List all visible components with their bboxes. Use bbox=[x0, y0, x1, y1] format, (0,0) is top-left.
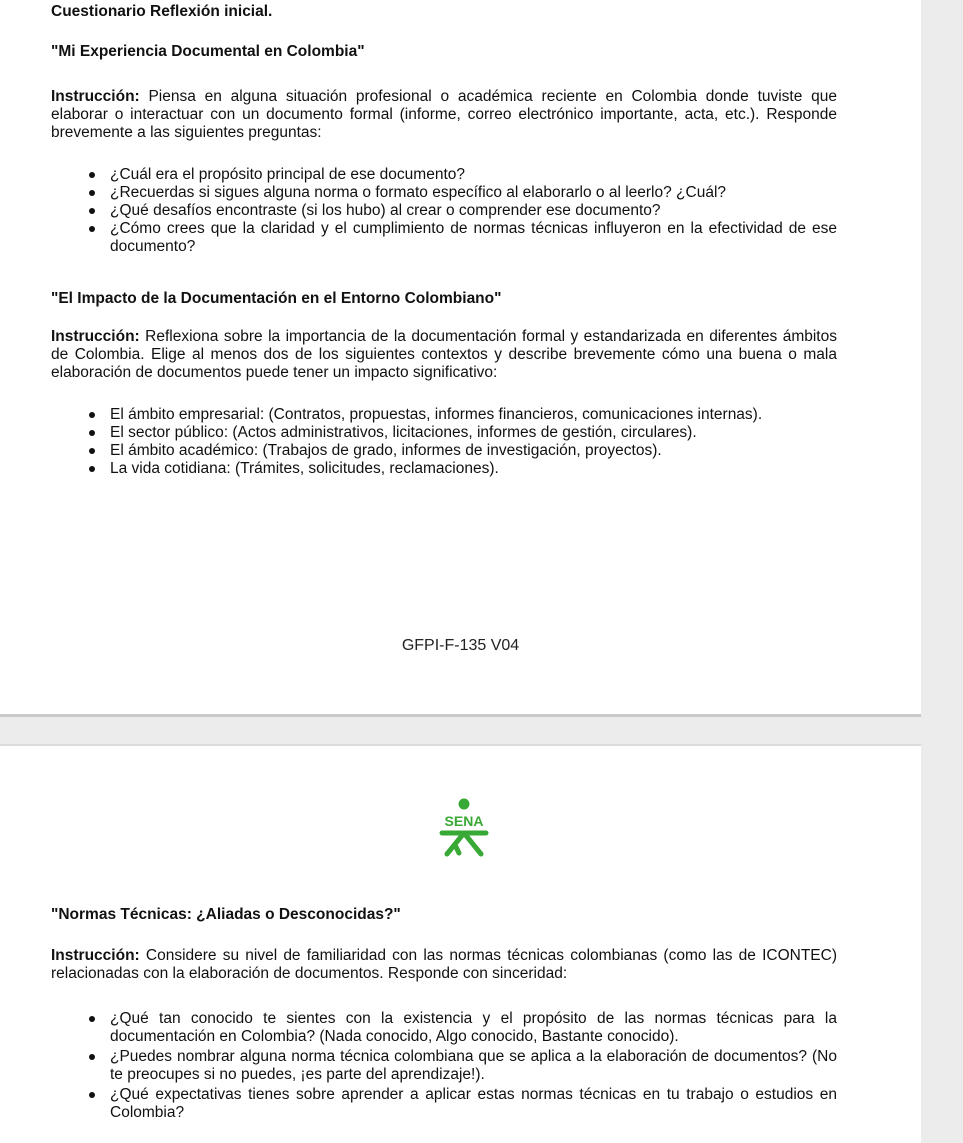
instruction-text: Considere su nivel de familiaridad con las normas técnicas colombianas (como las de ICONTEC) relacionadas con la elaboración de documentos. Responde con sinceridad: bbox=[51, 947, 837, 982]
section-2-title: "El Impacto de la Documentación en el Entorno Colombiano" bbox=[51, 290, 502, 307]
viewer-background bbox=[921, 0, 963, 1143]
sena-logo-figure bbox=[442, 833, 486, 854]
list-item: ¿Cómo crees que la claridad y el cumplimiento de normas técnicas influyeron en la efectividad de ese documento? bbox=[51, 220, 837, 256]
section-1-question-list bbox=[51, 166, 837, 256]
instruction-text: Reflexiona sobre la importancia de la documentación formal y estandarizada en diferentes ámbitos de Colombia. Elige al menos dos de los siguientes contextos y describe brevemente cómo una buena o mala elaboración de documentos puede tener un impacto significativo: bbox=[51, 328, 837, 381]
section-2-context-list bbox=[51, 406, 837, 478]
list-item: ¿Puedes nombrar alguna norma técnica colombiana que se aplica a la elaboración de documentos? (No te preocupes si no puedes, ¡es parte del aprendizaje!). bbox=[51, 1048, 837, 1084]
list-item: ¿Qué expectativas tienes sobre aprender a aplicar estas normas técnicas en tu trabajo o estudios en Colombia? bbox=[51, 1086, 837, 1122]
document-page-2 bbox=[0, 746, 921, 1143]
list-item: ¿Qué tan conocido te sientes con la existencia y el propósito de las normas técnicas para la documentación en Colombia? (Nada conocido, Algo conocido, Bastante conocido). bbox=[51, 1010, 837, 1046]
list-item: El ámbito empresarial: (Contratos, propuestas, informes financieros, comunicaciones internas). bbox=[51, 406, 837, 424]
page-heading: Cuestionario Reflexión inicial. bbox=[51, 3, 273, 20]
instruction-label: Instrucción: bbox=[51, 328, 140, 345]
page-separator-shadow bbox=[0, 714, 921, 717]
list-item: La vida cotidiana: (Trámites, solicitudes, reclamaciones). bbox=[51, 460, 837, 478]
list-item: ¿Cuál era el propósito principal de ese documento? bbox=[51, 166, 837, 184]
section-3-question-list bbox=[51, 1010, 837, 1122]
section-3-instruction bbox=[51, 947, 837, 983]
instruction-label: Instrucción: bbox=[51, 88, 140, 105]
sena-logo-dot bbox=[459, 799, 470, 810]
instruction-text: Piensa en alguna situación profesional o académica reciente en Colombia donde tuviste que elaborar o interactuar con un documento formal (informe, correo electrónico importante, acta, etc.). Responde brevemente a las siguientes preguntas: bbox=[51, 88, 837, 141]
section-1-instruction bbox=[51, 88, 837, 142]
section-2-instruction bbox=[51, 328, 837, 382]
sena-logo bbox=[429, 796, 499, 858]
footer-form-code: GFPI-F-135 V04 bbox=[401, 637, 520, 654]
list-item: ¿Qué desafíos encontraste (si los hubo) al crear o comprender ese documento? bbox=[51, 202, 837, 220]
instruction-label: Instrucción: bbox=[51, 947, 140, 964]
section-3-title: "Normas Técnicas: ¿Aliadas o Desconocidas?" bbox=[51, 906, 401, 923]
list-item: ¿Recuerdas si sigues alguna norma o formato específico al elaborarlo o al leerlo? ¿Cuál? bbox=[51, 184, 837, 202]
list-item: El ámbito académico: (Trabajos de grado, informes de investigación, proyectos). bbox=[51, 442, 837, 460]
list-item: El sector público: (Actos administrativos, licitaciones, informes de gestión, circulares). bbox=[51, 424, 837, 442]
section-1-title: "Mi Experiencia Documental en Colombia" bbox=[51, 43, 365, 60]
sena-logo-text: SENA bbox=[444, 813, 484, 829]
